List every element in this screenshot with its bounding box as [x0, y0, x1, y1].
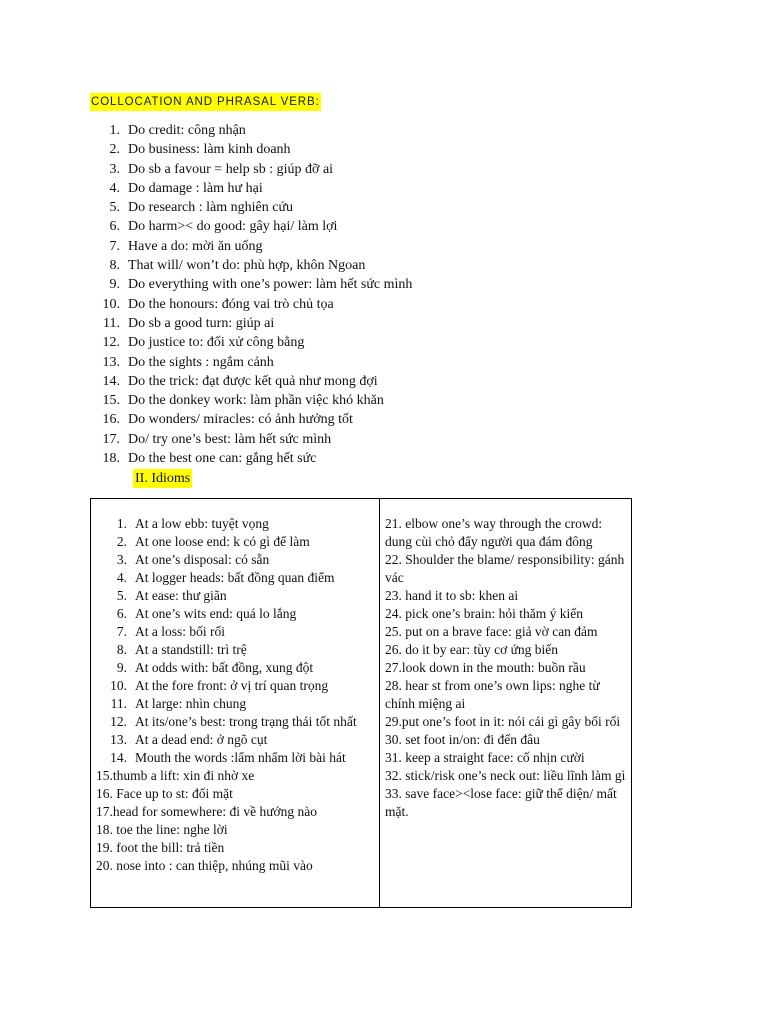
item-number: 11. [110, 696, 127, 711]
item-number: 4. [109, 180, 120, 196]
list-item [91, 749, 377, 767]
item-text: At ease: thư giãn [135, 588, 227, 603]
item-number: 3. [109, 161, 120, 177]
idioms-right-column [385, 515, 629, 821]
list-item [91, 533, 377, 551]
item-text: Do everything with one’s power: làm hết sức mình [128, 277, 413, 293]
list-item [90, 391, 412, 410]
list-item [90, 256, 412, 275]
section-heading-idioms: II. Idioms [135, 471, 191, 486]
item-number: 18. [102, 451, 120, 467]
item-text: Do the trick: đạt được kết quả như mong đợi [128, 373, 378, 389]
list-item [91, 569, 377, 587]
list-item [91, 641, 377, 659]
item-text: At a dead end: ở ngõ cụt [135, 732, 268, 747]
item-number: 14. [110, 750, 127, 765]
item-number: 6. [109, 219, 120, 235]
list-item [90, 160, 412, 179]
list-item [90, 217, 412, 236]
list-item: 32. stick/risk one’s neck out: liều lĩnh làm gì [385, 768, 626, 783]
list-item [91, 605, 377, 623]
item-number: 13. [110, 732, 127, 747]
item-number: 16. [102, 412, 120, 428]
item-number: 7. [116, 624, 127, 639]
item-text: At one’s wits end: quá lo lắng [135, 606, 297, 621]
list-item [90, 449, 412, 468]
list-item [91, 623, 377, 641]
list-item [90, 430, 412, 449]
item-number: 12. [110, 714, 127, 729]
list-item: 25. put on a brave face: giả vờ can đảm [385, 624, 598, 639]
item-number: 2. [116, 534, 127, 549]
list-item [91, 695, 377, 713]
list-item: 31. keep a straight face: cố nhịn cười [385, 750, 585, 765]
item-number: 15. [102, 393, 120, 409]
list-item [91, 677, 377, 695]
item-text: At large: nhìn chung [135, 696, 247, 711]
item-number: 3. [116, 552, 127, 567]
idioms-left-column [91, 515, 377, 875]
item-text: At its/one’s best: trong trạng thái tốt nhất [135, 714, 357, 729]
section-heading-collocation: COLLOCATION AND PHRASAL VERB: [90, 93, 321, 111]
list-item [90, 198, 412, 217]
list-item [90, 333, 412, 352]
list-item [90, 140, 412, 159]
list-item: 18. toe the line: nghe lời [96, 822, 228, 837]
list-item [90, 410, 412, 429]
item-number: 5. [116, 588, 127, 603]
item-text: At a standstill: trì trệ [135, 642, 247, 657]
list-item [91, 713, 377, 731]
item-text: Do business: làm kinh doanh [128, 142, 291, 158]
item-number: 8. [109, 258, 120, 274]
list-item [90, 314, 412, 333]
item-text: At the fore front: ở vị trí quan trọng [135, 678, 329, 693]
item-text: Do justice to: đối xử công bằng [128, 335, 305, 351]
list-item [91, 731, 377, 749]
item-number: 9. [109, 277, 120, 293]
list-item [90, 295, 412, 314]
item-text: Do credit: công nhận [128, 123, 246, 138]
list-item: 19. foot the bill: trả tiền [96, 840, 225, 855]
list-item [91, 659, 377, 677]
item-text: Have a do: mời ăn uống [128, 238, 263, 254]
item-text: Do sb a favour = help sb : giúp đỡ ai [128, 161, 334, 177]
idioms-table [90, 498, 632, 908]
item-number: 13. [102, 354, 120, 370]
item-number: 4. [116, 570, 127, 585]
item-number: 12. [102, 335, 120, 351]
item-text: Do damage : làm hư hại [128, 180, 263, 196]
item-number: 1. [109, 123, 120, 138]
item-number: 1. [116, 516, 127, 531]
list-item [90, 179, 412, 198]
list-item [90, 275, 412, 294]
item-number: 8. [116, 642, 127, 657]
item-number: 17. [102, 431, 120, 447]
list-item: 30. set foot in/on: đi đến đâu [385, 732, 540, 747]
item-number: 10. [102, 296, 120, 312]
list-item: 26. do it by ear: tùy cơ ứng biến [385, 642, 559, 657]
list-item: 27.look down in the mouth: buồn rầu [385, 660, 586, 675]
list-item: 29.put one’s foot in it: nói cái gì gây bối rối [385, 714, 621, 729]
item-text: At odds with: bất đồng, xung đột [135, 660, 314, 675]
item-text: Do the honours: đóng vai trò chủ tọa [128, 296, 334, 312]
item-number: 9. [116, 660, 127, 675]
list-item: 15.thumb a lift: xin đi nhờ xe [96, 768, 255, 783]
list-item: 22. Shoulder the blame/ responsibility: gánh vác [385, 552, 625, 585]
list-item [90, 237, 412, 256]
list-item [90, 121, 412, 140]
item-text: Mouth the words :lẩm nhẩm lời bài hát [135, 750, 346, 765]
column-divider [379, 499, 380, 907]
list-item [91, 587, 377, 605]
list-item [91, 551, 377, 569]
list-item [90, 353, 412, 372]
list-item [91, 515, 377, 533]
item-text: Do the donkey work: làm phần việc khó khăn [128, 393, 384, 409]
list-item: 21. elbow one’s way through the crowd: dung cùi chỏ đẩy người qua đám đông [385, 516, 603, 549]
item-text: That will/ won’t do: phù hợp, khôn Ngoan [128, 258, 366, 274]
list-item: 24. pick one’s brain: hỏi thăm ý kiến [385, 606, 583, 621]
item-text: Do the best one can: gắng hết sức [128, 451, 317, 467]
collocation-list [90, 121, 412, 468]
item-text: At one loose end: k có gì để làm [135, 534, 310, 549]
list-item: 28. hear st from one’s own lips: nghe từ chính miệng ai [385, 678, 600, 711]
item-number: 14. [102, 373, 120, 389]
item-number: 7. [109, 238, 120, 254]
item-number: 10. [110, 678, 127, 693]
item-text: At a loss: bối rối [135, 624, 225, 639]
list-item: 16. Face up to st: đối mặt [96, 786, 233, 801]
list-item: 33. save face><lose face: giữ thể diện/ mất mặt. [385, 786, 617, 819]
item-text: At one’s disposal: có sẵn [135, 552, 270, 567]
list-item: 17.head for somewhere: đi về hướng nào [96, 804, 318, 819]
item-text: Do wonders/ miracles: có ảnh hưởng tốt [128, 412, 353, 428]
item-number: 2. [109, 142, 120, 158]
item-number: 5. [109, 200, 120, 216]
item-number: 11. [103, 315, 120, 331]
item-text: Do the sights : ngắm cảnh [128, 354, 274, 370]
item-text: At logger heads: bất đồng quan điểm [135, 570, 335, 585]
list-item: 20. nose into : can thiệp, nhúng mũi vào [96, 858, 313, 873]
list-item: 23. hand it to sb: khen ai [385, 588, 519, 603]
item-text: Do sb a good turn: giúp ai [128, 315, 275, 331]
item-text: At a low ebb: tuyệt vọng [135, 516, 269, 531]
item-text: Do harm>< do good: gây hại/ làm lợi [128, 219, 338, 235]
item-number: 6. [116, 606, 127, 621]
list-item [90, 372, 412, 391]
item-text: Do/ try one’s best: làm hết sức mình [128, 431, 332, 447]
item-text: Do research : làm nghiên cứu [128, 200, 294, 216]
